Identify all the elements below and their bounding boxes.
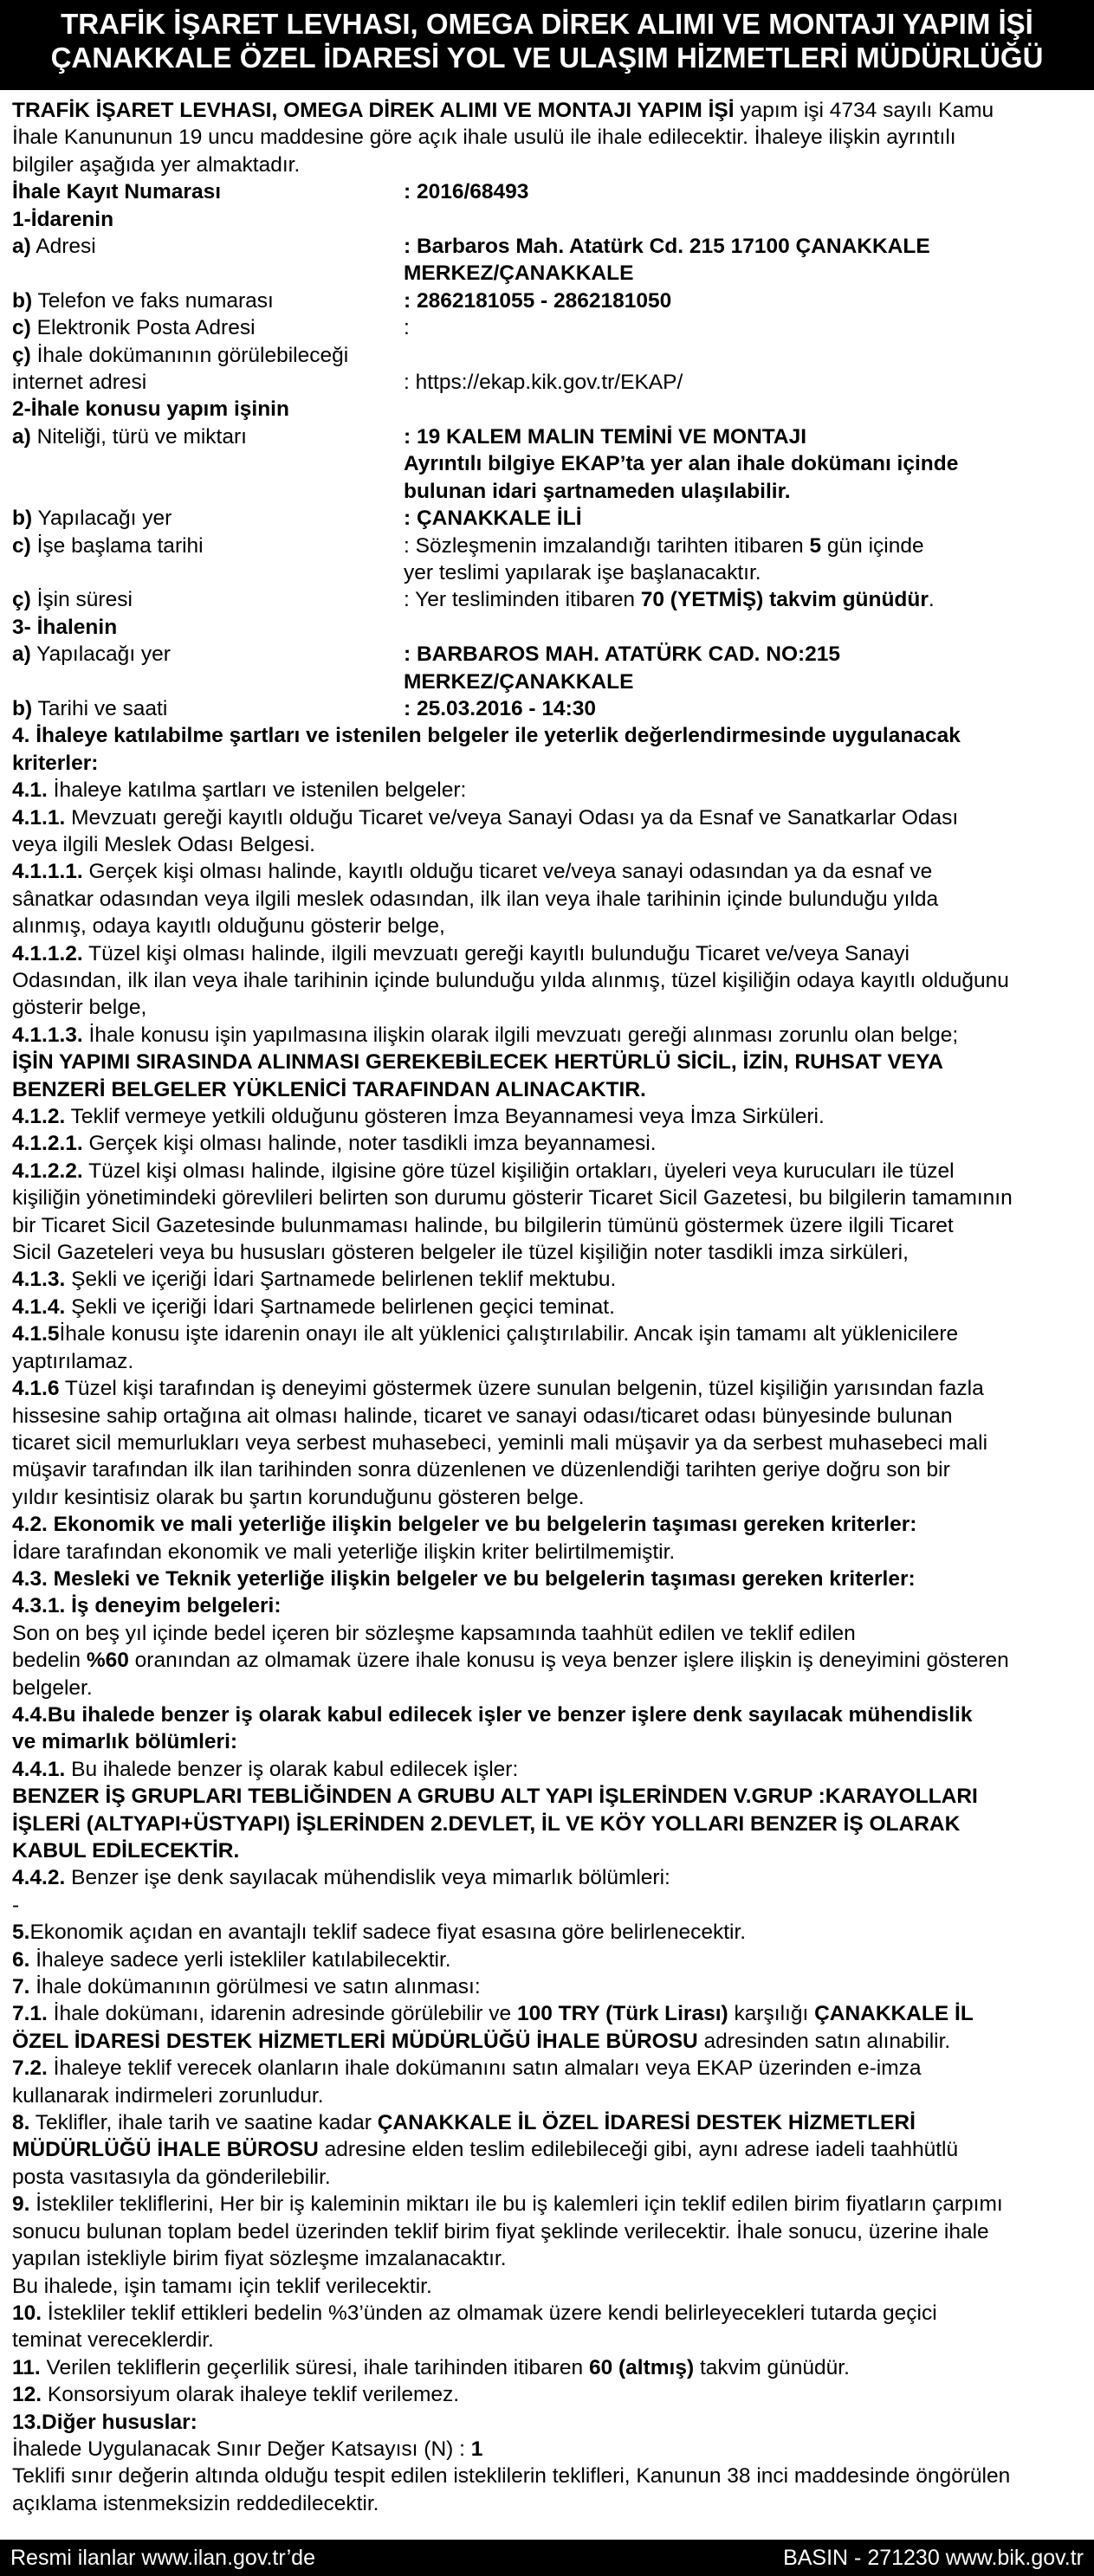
p431-text-c: oranından az olmamak üzere ihale konusu iş veya benzer işlere ilişkin iş deneyimini gösteren [128, 1649, 1009, 1673]
p4121 [12, 1130, 1083, 1157]
s1-a-value2: MERKEZ/ÇANAKKALE [404, 261, 634, 286]
s1-c-value: : [404, 316, 410, 340]
p9-key: 9. [12, 2192, 30, 2217]
s1-cc-row [12, 342, 1083, 369]
s3-a-key: a) [12, 642, 31, 667]
p7 [12, 1973, 1083, 2000]
p8-key: 8. [12, 2111, 30, 2135]
s1-a-value: : Barbaros Mah. Atatürk Cd. 215 17100 ÇANAKKALE [404, 235, 930, 259]
p411-line2: veya ilgili Meslek Odası Belgesi. [12, 832, 315, 856]
header-title-line1: TRAFİK İŞARET LEVHASI, OMEGA DİREK ALIMI VE MONTAJI YAPIM İŞİ [61, 8, 1033, 40]
p44-title2: ve mimarlık bölümleri: [12, 1730, 238, 1754]
p414-key: 4.1.4. [12, 1294, 66, 1319]
p415-line2: yaptırılamaz. [12, 1349, 134, 1373]
footer-left-text: Resmi ilanlar www.ilan.gov.tr’de [10, 2546, 315, 2570]
p13-title: 13.Diğer hususlar: [12, 2410, 197, 2434]
s3-a-row [12, 641, 1083, 668]
p11 [12, 2354, 1083, 2381]
p72-key: 7.2. [12, 2056, 48, 2081]
s2-cc-value-b: 70 (YETMİŞ) takvim günüdür [640, 588, 929, 612]
intro-line3: bilgiler aşağıda yer almaktadır. [12, 152, 301, 177]
p413-text: Şekli ve içeriği İdari Şartnamede belirlenen teklif mektubu. [65, 1268, 617, 1292]
s2-b-key: b) [12, 507, 33, 531]
p4112-text: Tüzel kişi olması halinde, ilgili mevzuatı gereği kayıtlı bulunduğu Ticaret ve/veya Sanayi [82, 941, 910, 965]
p71-text-c: karşılığı [728, 2002, 815, 2026]
p72-text: İhaleye teklif verecek olanların ihale dokümanını satın almaları veya EKAP üzerinden e-imza [47, 2056, 922, 2081]
p71-text-f: adresinden satın alınabilir. [697, 2029, 951, 2053]
section4-title2: kriterler: [12, 751, 99, 775]
p431-text-a: bedelin [12, 1649, 87, 1673]
p9-line4: Bu ihalede, işin tamamı için teklif verilecektir. [12, 2274, 432, 2298]
p4113-bold1: İŞİN YAPIMI SIRASINDA ALINMASI GEREKEBİLECEK HERTÜRLÜ SİCİL, İZİN, RUHSAT VEYA [12, 1050, 943, 1075]
s1-b-row [12, 287, 1083, 314]
s1-b-key: b) [12, 288, 33, 313]
p8 [12, 2109, 1083, 2136]
kayit-value: : 2016/68493 [404, 180, 529, 204]
s3-b-value: : 25.03.2016 - 14:30 [404, 696, 597, 720]
p4111-line3: alınmış, odaya kayıtlı olduğunu gösterir belge, [12, 914, 445, 939]
p12-key: 12. [12, 2383, 42, 2407]
p416 [12, 1375, 1083, 1402]
s2-c-row [12, 533, 1083, 559]
s1-cc-label2: internet adresi [12, 371, 147, 395]
intro-line2: İhale Kanununun 19 uncu maddesine göre açık ihale usulü ile ihale edilecektir. İhaleye ilişkin ayrıntılı [12, 126, 956, 150]
s2-cc-key: ç) [12, 588, 31, 612]
s2-b-row [12, 505, 1083, 532]
s1-b-label: Telefon ve faks numarası [32, 288, 274, 313]
p10 [12, 2300, 1083, 2327]
s2-b-label: Yapılacağı yer [32, 507, 172, 531]
intro-title: TRAFİK İŞARET LEVHASI, OMEGA DİREK ALIMI VE MONTAJI YAPIM İŞİ [12, 99, 735, 122]
s1-a-label: Adresi [30, 235, 96, 259]
p4111 [12, 858, 1083, 885]
s3-a-value: : BARBAROS MAH. ATATÜRK CAD. NO:215 [404, 642, 841, 667]
p42-title: 4.2. Ekonomik ve mali yeterliğe ilişkin belgeler ve bu belgelerin taşıması gereken kriterler: [12, 1513, 917, 1537]
p13-line3: açıklama istenmeksizin reddedilecektir. [12, 2491, 379, 2515]
p13-text-a: İhalede Uygulanacak Sınır Değer Katsayısı (N) : [12, 2437, 471, 2461]
s2-cc-value-a: : Yer tesliminden itibaren [404, 588, 641, 612]
p441-key: 4.4.1. [12, 1757, 66, 1781]
section2-title: 2-İhale konusu yapım işinin [12, 397, 289, 422]
p431-title: 4.3.1. İş deneyim belgeleri: [12, 1594, 282, 1618]
p442-key: 4.4.2. [12, 1866, 66, 1890]
p12-text: Konsorsiyum olarak ihaleye teklif verilemez. [42, 2383, 460, 2407]
s2-a-value: : 19 KALEM MALIN TEMİNİ VE MONTAJI [404, 424, 807, 449]
s2-c-key: c) [12, 533, 31, 558]
p441-bold2: İŞLERİ (ALTYAPI+ÜSTYAPI) İŞLERİNDEN 2.DEVLET, İL VE KÖY YOLLARI BENZER İŞ OLARAK [12, 1811, 961, 1836]
p4122-line2: kişiliğin yönetimindeki görevlileri belirten son durumu gösterir Ticaret Sicil Gazetesi, bu bilgilerin tamamının [12, 1186, 1013, 1211]
s2-a-value2: Ayrıntılı bilgiye EKAP’ta yer alan ihale dokümanı içinde [404, 452, 959, 476]
section4-title: 4. İhaleye katılabilme şartları ve istenilen belgeler ile yeterlik değerlendirmesinde uygulanacak [12, 724, 961, 748]
s2-c-value-a: : Sözleşmenin imzalandığı tarihten itibaren [404, 533, 810, 558]
p10-line2: teminat vereceklerdir. [12, 2328, 214, 2353]
p41-key: 4.1. [12, 778, 48, 803]
p6 [12, 1947, 1083, 1973]
p412 [12, 1103, 1083, 1130]
p43-title: 4.3. Mesleki ve Teknik yeterliğe ilişkin belgeler ve bu belgelerin taşıması gereken kriterler: [12, 1566, 916, 1591]
p4111-key: 4.1.1.1. [12, 860, 83, 884]
p4113-bold2: BENZERİ BELGELER YÜKLENİCİ TARAFINDAN ALINACAKTIR. [12, 1077, 646, 1101]
p4113-key: 4.1.1.3. [12, 1023, 83, 1047]
p414-text: Şekli ve içeriği İdari Şartnamede belirlenen geçici teminat. [65, 1294, 615, 1319]
p6-key: 6. [12, 1947, 30, 1972]
s2-c-label: İşe başlama tarihi [30, 533, 204, 558]
p72-line2: kullanarak indirmeleri zorunludur. [12, 2083, 324, 2108]
p416-key: 4.1.6 [12, 1377, 60, 1401]
p71-key: 7.1. [12, 2002, 48, 2026]
p5-text: Ekonomik açıdan en avantajlı teklif sadece fiyat esasına göre belirlenecektir. [29, 1921, 747, 1945]
p72 [12, 2055, 1083, 2082]
p13-coefficient: 1 [470, 2437, 483, 2461]
p4111-line2: sânatkar odasından veya ilgili meslek odasından, ilk ilan veya ihale tarihinin içinde bulunduğu yılda [12, 887, 939, 911]
s1-cc-label: İhale dokümanının görülebileceği [30, 343, 349, 367]
p442-text: Benzer işe denk sayılacak mühendislik veya mimarlık bölümleri: [65, 1866, 670, 1890]
s3-b-key: b) [12, 696, 33, 720]
p441-text: Bu ihalede benzer iş olarak kabul edilecek işler: [65, 1757, 519, 1781]
p4121-text: Gerçek kişi olması halinde, noter tasdikli imza beyannamesi. [82, 1132, 657, 1156]
s2-cc-row [12, 586, 1083, 613]
s2-cc-label: İşin süresi [30, 588, 133, 612]
p4112 [12, 940, 1083, 967]
s2-a-value3: bulunan idari şartnameden ulaşılabilir. [404, 479, 791, 503]
p8-text-a: Teklifler, ihale tarih ve saatine kadar [29, 2111, 378, 2135]
p8-line2 [12, 2136, 1083, 2163]
s3-b-label: Tarihi ve saati [32, 696, 168, 720]
p411-text: Mevzuatı gereği kayıtlı olduğu Ticaret ve/veya Sanayi Odası ya da Esnaf ve Sanatkarlar Odası [65, 805, 959, 830]
section1-title: 1-İdarenin [12, 207, 114, 231]
p416-line3: ticaret sicil memurlukları veya serbest muhasebeci, yeminli mali müşavir ya da serbest muhasebeci mali [12, 1430, 988, 1455]
p414 [12, 1294, 1083, 1320]
s2-a-key: a) [12, 424, 31, 449]
p442 [12, 1864, 1083, 1891]
p4122-text: Tüzel kişi olması halinde, ilgisine göre tüzel kişiliğin ortakları, üyeleri veya kurucuları ile tüzel [82, 1159, 955, 1183]
p431-line3: belgeler. [12, 1675, 93, 1700]
footer-right-text: BASIN - 271230 www.bik.gov.tr [783, 2546, 1084, 2570]
announcement-header [0, 0, 1094, 90]
p8-office2: MÜDÜRLÜĞÜ İHALE BÜROSU [12, 2138, 319, 2162]
s1-a-row [12, 233, 1083, 260]
p4112-line3: gösterir belge, [12, 996, 147, 1020]
p413-key: 4.1.3. [12, 1268, 66, 1292]
s1-cc-key: ç) [12, 343, 31, 367]
p71-line2 [12, 2028, 1083, 2055]
p9 [12, 2191, 1083, 2218]
s2-cc-period: . [928, 588, 935, 612]
s3-b-row [12, 695, 1083, 722]
p431-percent: %60 [86, 1649, 129, 1673]
p415-text: İhale konusu işte idarenin onayı ile alt yüklenici çalıştırılabilir. Ancak işin tamamı alt yüklenicilere [59, 1322, 959, 1346]
s2-b-value: : ÇANAKKALE İLİ [404, 507, 582, 531]
p5-key: 5. [12, 1921, 30, 1945]
p71-price: 100 TRY (Türk Lirası) [516, 2002, 728, 2026]
p431-line2 [12, 1647, 1083, 1674]
kayit-label: İhale Kayıt Numarası [12, 180, 222, 204]
p412-text: Teklif vermeye yetkili olduğunu gösteren İmza Beyannamesi veya İmza Sirküleri. [65, 1105, 825, 1129]
p7-text: İhale dokümanının görülmesi ve satın alınması: [29, 1975, 481, 1999]
p12 [12, 2381, 1083, 2408]
p7-key: 7. [12, 1975, 30, 1999]
p10-key: 10. [12, 2301, 42, 2325]
p11-text-a: Verilen tekliflerin geçerlilik süresi, ihale tarihinden itibaren [40, 2355, 589, 2379]
p4122-key: 4.1.2.2. [12, 1159, 83, 1183]
p411-key: 4.1.1. [12, 805, 66, 830]
p4112-line2: Odasından, ilk ilan veya ihale tarihinin içinde bulunduğu yılda alınmış, tüzel kişiliğin odaya kayıtlı olduğunu [12, 969, 1009, 992]
p11-text-c: takvim günüdür. [694, 2355, 850, 2379]
p44-title1: 4.4.Bu ihalede benzer iş olarak kabul edilecek işler ve benzer işlere denk sayılacak mühendislik [12, 1702, 973, 1727]
p71-office: ÖZEL İDARESİ DESTEK HİZMETLERİ MÜDÜRLÜĞÜ İHALE BÜROSU [12, 2029, 698, 2053]
p8-text-d: adresine elden teslim edilebileceği gibi, aynı adrese iadeli taahhütlü [318, 2138, 959, 2162]
p11-key: 11. [12, 2355, 41, 2379]
p71 [12, 2000, 1083, 2027]
p413 [12, 1266, 1083, 1293]
p441-bold1: BENZER İŞ GRUPLARI TEBLİĞİNDEN A GRUBU ALT YAPI İŞLERİNDEN V.GRUP :KARAYOLLARI [12, 1785, 978, 1809]
s1-b-value: : 2862181055 - 2862181050 [404, 288, 672, 313]
p416-line4: müşavir tarafından ilk ilan tarihinden sonra düzenlenen ve düzenlendiği tarihten geriye doğru son bir [12, 1458, 950, 1482]
p415-key: 4.1.5 [12, 1322, 60, 1346]
p11-days: 60 (altmış) [588, 2355, 695, 2379]
p8-line3: posta vasıtasıyla da gönderilebilir. [12, 2165, 331, 2189]
p71-text-a: İhale dokümanı, idarenin adresinde görülebilir ve [47, 2002, 517, 2026]
s1-cc-value: : https://ekap.kik.gov.tr/EKAP/ [404, 371, 683, 395]
announcement-footer [0, 2540, 1094, 2576]
p4113-text: İhale konusu işin yapılmasına ilişkin olarak ilgili mevzuatı gereği alınması zorunlu olan belge; [82, 1023, 959, 1047]
p4122 [12, 1158, 1083, 1185]
intro-line1 [12, 97, 1083, 124]
p10-text: İstekliler teklif ettikleri bedelin %3’ünden az olmamak üzere kendi belirleyecekleri tutarda geçici [42, 2301, 937, 2325]
s1-c-key: c) [12, 316, 31, 340]
p71-text-d: ÇANAKKALE İL [814, 2002, 974, 2026]
p416-line2: hissesine sahip ortağına ait olması halinde, ticaret ve sanayi odası/ticaret odası bünyesinde bulunan [12, 1404, 953, 1428]
header-title-line2: ÇANAKKALE ÖZEL İDARESİ YOL VE ULAŞIM HİZMETLERİ MÜDÜRLÜĞÜ [50, 42, 1044, 74]
p9-line3: yapılan istekliyle birim fiyat sözleşme imzalanacaktır. [12, 2247, 507, 2271]
p415 [12, 1320, 1083, 1347]
s2-c-value-days: 5 [809, 533, 822, 558]
p412-key: 4.1.2. [12, 1105, 66, 1129]
p442-dash: - [12, 1893, 20, 1917]
s2-a-row [12, 423, 1083, 450]
intro-text: yapım işi 4734 sayılı Kamu [734, 99, 994, 122]
s3-a-label: Yapılacağı yer [30, 642, 171, 667]
s1-c-label: Elektronik Posta Adresi [30, 316, 256, 340]
p13-line2: Teklifi sınır değerin altında olduğu tespit edilen isteklilerin teklifleri, Kanunun 38 inci maddesinde öngörülen [12, 2464, 1011, 2489]
p4121-key: 4.1.2.1. [12, 1132, 83, 1156]
p416-text: Tüzel kişi tarafından iş deneyimi göstermek üzere sunulan belgenin, tüzel kişiliğin yarısından fazla [59, 1377, 984, 1401]
p416-line5: yıldır kesintisiz olarak bu şartın korunduğunu gösteren belge. [12, 1485, 585, 1509]
p13-line1 [12, 2436, 1083, 2463]
p42-text: İdare tarafından ekonomik ve mali yeterliğe ilişkin kriter belirtilmemiştir. [12, 1540, 676, 1564]
p441 [12, 1756, 1083, 1783]
p6-text: İhaleye sadece yerli istekliler katılabilecektir. [29, 1947, 451, 1972]
p41 [12, 777, 1083, 804]
s2-c-value2: yer teslimi yapılarak işe başlanacaktır. [404, 560, 761, 584]
section3-title: 3- İhalenin [12, 615, 118, 639]
p9-text: İstekliler tekliflerini, Her bir iş kaleminin miktarı ile bu iş kalemleri için teklif edilen birim fiyatların çarpımı [29, 2192, 1003, 2217]
p431-line1: Son on beş yıl içinde bedel içeren bir sözleşme kapsamında taahhüt edilen ve teklif edilen [12, 1621, 856, 1645]
p4122-line3: bir Ticaret Sicil Gazetesinde bulunmaması halinde, bu bilgilerin tümünü göstermek üzere ilgili Ticaret [12, 1213, 954, 1237]
s2-a-label: Niteliği, türü ve miktarı [30, 424, 247, 449]
s1-a-key: a) [12, 235, 31, 259]
p441-bold3: KABUL EDİLECEKTİR. [12, 1839, 240, 1863]
announcement-body [12, 97, 1083, 2517]
p9-line2: sonucu bulunan toplam bedel üzerinden teklif birim fiyat şeklinde verilecektir. İhale sonucu, üzerine ihale [12, 2219, 989, 2244]
p411 [12, 804, 1083, 831]
s1-c-row [12, 314, 1083, 341]
p4113 [12, 1022, 1083, 1049]
p5 [12, 1919, 1083, 1946]
s2-c-value-c: gün içinde [821, 533, 924, 558]
p4112-key: 4.1.1.2. [12, 941, 83, 965]
s3-a-value2: MERKEZ/ÇANAKKALE [404, 669, 634, 694]
kayit-row [12, 178, 1083, 205]
p8-office: ÇANAKKALE İL ÖZEL İDARESİ DESTEK HİZMETLERİ [377, 2111, 916, 2135]
s1-cc-row2 [12, 369, 1083, 396]
p4122-line4: Sicil Gazeteleri veya bu hususları gösteren belgeler ile tüzel kişiliğin noter tasdikli imza sirküleri, [12, 1241, 909, 1265]
p41-text: İhaleye katılma şartları ve istenilen belgeler: [47, 778, 467, 803]
p4111-text: Gerçek kişi olması halinde, kayıtlı olduğu ticaret ve/veya sanayi odasından ya da esnaf ve [82, 860, 933, 884]
